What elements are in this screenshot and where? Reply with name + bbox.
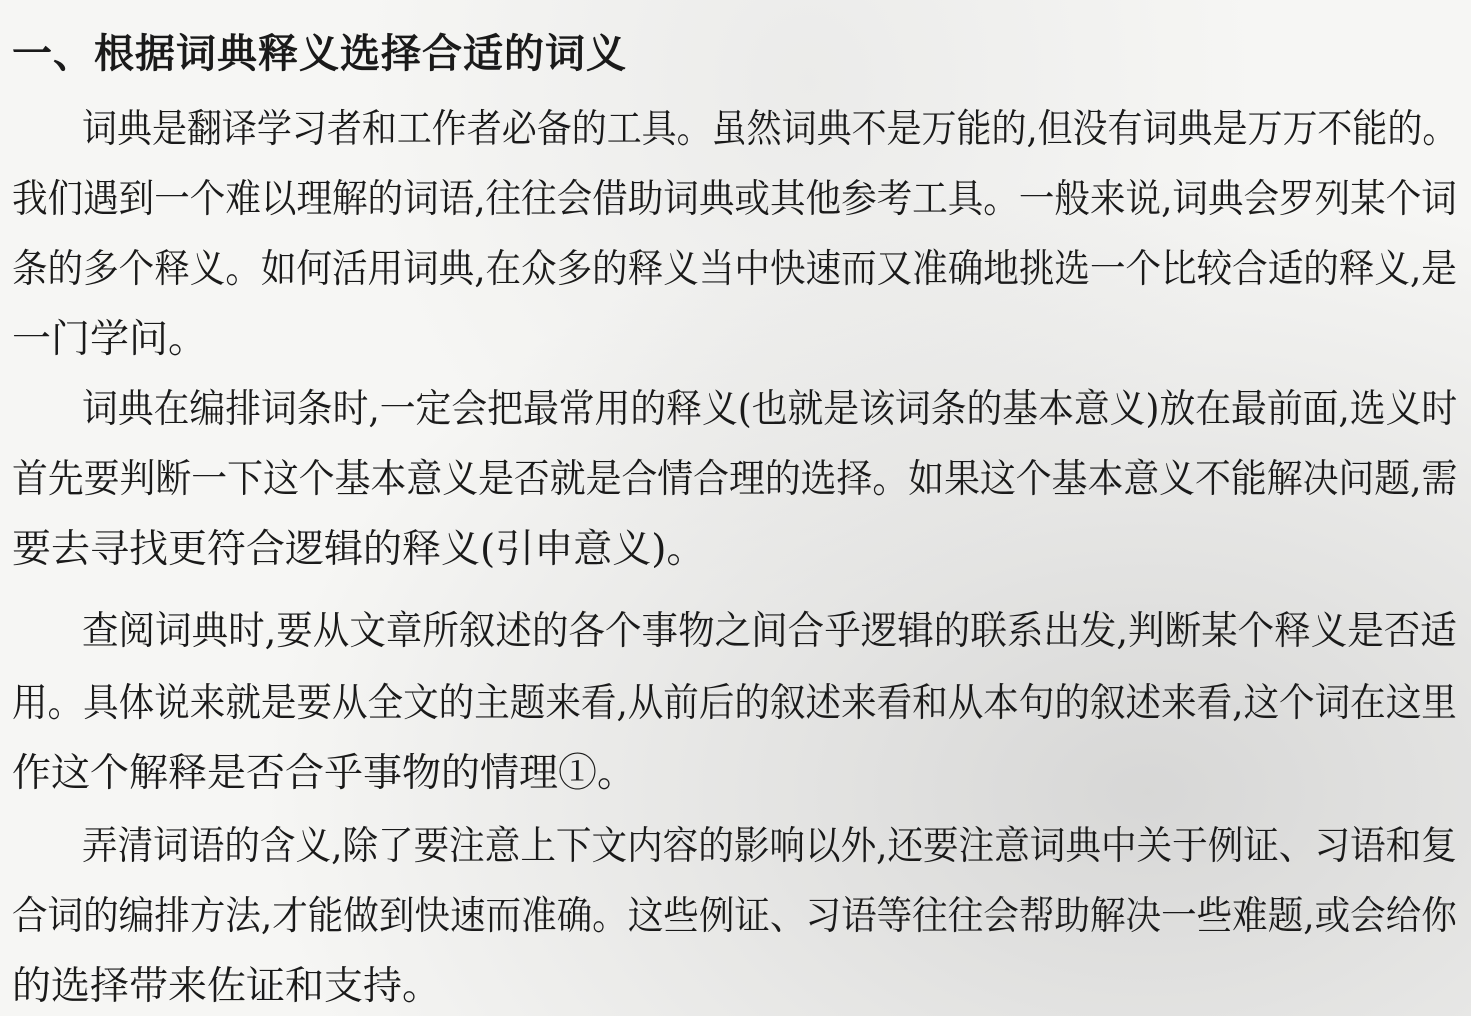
paragraph-4-line-3: 的选择带来佐证和支持。 (12, 964, 442, 1009)
paragraph-2-line-1: 词典在编排词条时,一定会把最常用的释义(也就是该词条的基本意义)放在最前面,选义时 (82, 387, 1458, 432)
paragraph-4-line-1: 弄清词语的含义,除了要注意上下文内容的影响以外,还要注意词典中关于例证、习语和复 (82, 824, 1457, 869)
paragraph-3-line-1: 查阅词典时,要从文章所叙述的各个事物之间合乎逻辑的联系出发,判断某个释义是否适 (82, 609, 1457, 654)
section-heading: 一、根据词典释义选择合适的词义 (12, 31, 627, 77)
paragraph-1-line-4: 一门学问。 (12, 317, 208, 362)
paragraph-1-line-3: 条的多个释义。如何活用词典,在众多的释义当中快速而又准确地挑选一个比较合适的释义,是 (12, 247, 1457, 292)
paragraph-1-line-1: 词典是翻译学习者和工作者必备的工具。虽然词典不是万能的,但没有词典是万万不能的。 (82, 107, 1458, 152)
paragraph-3-line-2: 用。具体说来就是要从全文的主题来看,从前后的叙述来看和从本句的叙述来看,这个词在这里 (12, 681, 1457, 726)
paragraph-3-line-3: 作这个解释是否合乎事物的情理①。 (12, 751, 637, 796)
paragraph-2-line-3: 要去寻找更符合逻辑的释义(引申意义)。 (12, 527, 706, 572)
paragraph-1-line-2: 我们遇到一个难以理解的词语,往往会借助词典或其他参考工具。一般来说,词典会罗列某个词 (12, 177, 1457, 222)
paragraph-2-line-2: 首先要判断一下这个基本意义是否就是合情合理的选择。如果这个基本意义不能解决问题,需 (12, 457, 1458, 502)
paragraph-4-line-2: 合词的编排方法,才能做到快速而准确。这些例证、习语等往往会帮助解决一些难题,或会给你 (12, 894, 1457, 939)
